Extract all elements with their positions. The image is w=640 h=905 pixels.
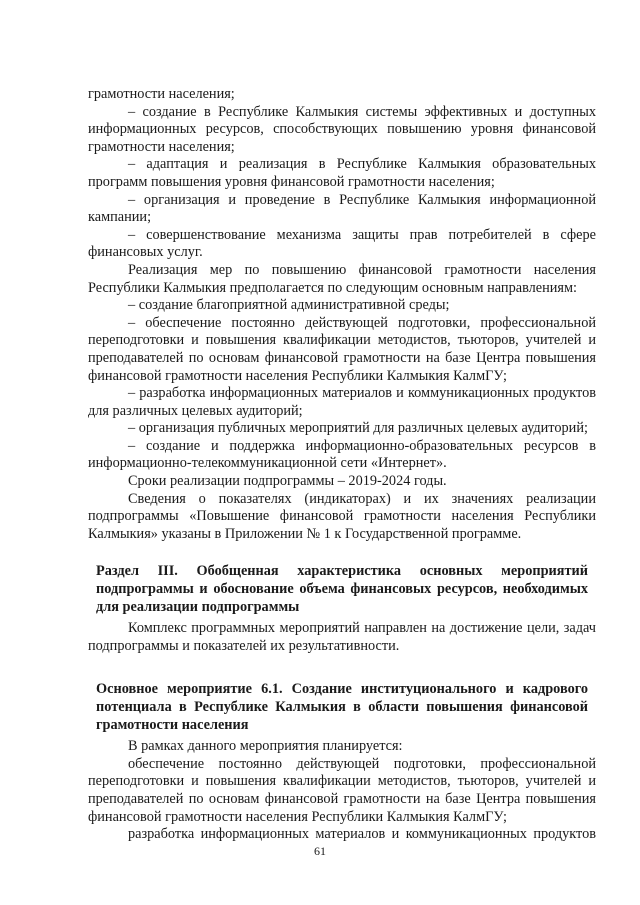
paragraph-continuation: грамотности населения;	[88, 86, 235, 102]
list-item-information-campaign: – организация и проведение в Республике Калмыкия информационной кампании;	[88, 191, 596, 226]
list-item-administrative-environment: – создание благоприятной административной среды;	[128, 297, 450, 314]
page-number: 61	[314, 844, 326, 858]
activity-intro: В рамках данного мероприятия планируется:	[128, 738, 403, 755]
list-item-internet-resources: – создание и поддержка информационно-образовательных ресурсов в информационно-телекоммуникационной сети «Интернет».	[88, 437, 596, 472]
list-item-consumer-protection: – совершенствование механизма защиты прав потребителей в сфере финансовых услуг.	[88, 226, 596, 261]
paragraph-implementation-directions: Реализация мер по повышению финансовой грамотности населения Республики Калмыкия предполагается по следующим основным направлениям:	[88, 261, 596, 296]
activity-item-materials: разработка информационных материалов и коммуникационных продуктов	[128, 826, 596, 843]
section-3-paragraph: Комплекс программных мероприятий направлен на достижение цели, задач подпрограммы и показателей их результативности.	[88, 620, 596, 654]
paragraph-indicators-reference: Сведения о показателях (индикаторах) и их значениях реализации подпрограммы «Повышение финансовой грамотности населения Республики Калмыкия» указаны в Приложении № 1 к Государственной программе.	[88, 490, 596, 542]
section-3-heading: Раздел III. Обобщенная характеристика основных мероприятий подпрограммы и обоснование объема финансовых ресурсов, необходимых для реализации подпрограммы	[96, 563, 588, 615]
list-item-training: – обеспечение постоянно действующей подготовки, профессиональной переподготовки и повышения квалификации методистов, тьюторов, учителей и преподавателей по основам финансовой грамотности на базе Центра повышения финансовой грамотности населения Республики Калмыкия КалмГУ;	[88, 314, 596, 384]
paragraph-implementation-period: Сроки реализации подпрограммы – 2019-2024 годы.	[128, 473, 447, 490]
list-item-public-events: – организация публичных мероприятий для различных целевых аудиторий;	[128, 420, 588, 437]
activity-item-training: обеспечение постоянно действующей подготовки, профессиональной переподготовки и повышения квалификации методистов, тьюторов, учителей и преподавателей по основам финансовой грамотности на базе Центра повышения финансовой грамотности населения Республики Калмыкия КалмГУ;	[88, 755, 596, 825]
page-body	[88, 86, 596, 844]
activity-6-1-heading: Основное мероприятие 6.1. Создание институционального и кадрового потенциала в Республике Калмыкия в области повышения финансовой грамотности населения	[96, 681, 588, 733]
list-item-educational-programs: – адаптация и реализация в Республике Калмыкия образовательных программ повышения уровня финансовой грамотности населения;	[88, 156, 596, 190]
list-item-information-resources: – создание в Республике Калмыкия системы эффективных и доступных информационных ресурсов, способствующих повышению уровня финансовой грамотности населения;	[88, 103, 596, 155]
list-item-materials-development: – разработка информационных материалов и коммуникационных продуктов для различных целевых аудиторий;	[88, 385, 596, 419]
